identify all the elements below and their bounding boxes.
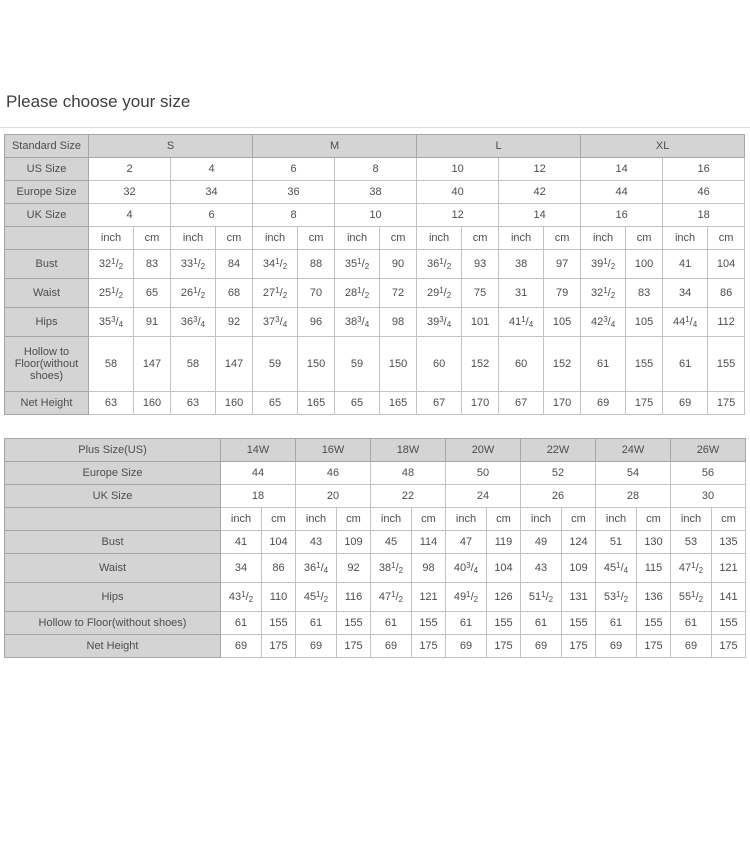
measure-row [5,531,746,554]
measure-cell: 104 [708,250,745,279]
unit-cell: inch [663,227,708,250]
unit-cell: inch [596,508,637,531]
size-cell: 42 [499,181,581,204]
size-cell: 2 [89,158,171,181]
unit-cell: inch [89,227,134,250]
unit-cell: cm [298,227,335,250]
measure-cell: 91 [134,308,171,337]
measure-cell: 39$^1$/2 [581,250,626,279]
measure-cell: 121 [712,554,746,583]
measure-cell: 59 [335,337,380,392]
size-cell: 30 [671,485,746,508]
size-cell: 54 [596,462,671,485]
measure-cell: 61 [446,612,487,635]
measure-cell: 175 [487,635,521,658]
measure-cell: 141 [712,583,746,612]
size-cell: 10 [335,204,417,227]
size-group-cell: 20W [446,439,521,462]
measure-cell: 41 [221,531,262,554]
measure-cell: 175 [562,635,596,658]
unit-cell: inch [296,508,337,531]
measure-cell: 61 [581,337,626,392]
measure-cell: 47$^1$/2 [671,554,712,583]
unit-cell: cm [626,227,663,250]
size-cell: 32 [89,181,171,204]
size-group-cell: 24W [596,439,671,462]
row-label-cell: Waist [5,554,221,583]
measure-cell: 49 [521,531,562,554]
standard-size-table [4,134,745,415]
measure-cell: 36$^3$/4 [171,308,216,337]
row-label-cell [5,508,221,531]
row-label-cell: UK Size [5,485,221,508]
size-cell: 38 [335,181,417,204]
measure-cell: 170 [544,392,581,415]
size-cell: 36 [253,181,335,204]
measure-cell: 104 [262,531,296,554]
measure-cell: 136 [637,583,671,612]
size-row [5,181,745,204]
page-title: Please choose your size [6,92,191,111]
measure-cell: 65 [253,392,298,415]
size-cell: 22 [371,485,446,508]
corner-cell: Standard Size [5,135,89,158]
measure-cell: 38 [499,250,544,279]
size-cell: 24 [446,485,521,508]
size-group-cell: S [89,135,253,158]
measure-cell: 67 [417,392,462,415]
unit-cell: cm [412,508,446,531]
measure-cell: 152 [462,337,499,392]
unit-cell: inch [371,508,412,531]
measure-cell: 69 [596,635,637,658]
measure-cell: 40$^3$/4 [446,554,487,583]
unit-cell: cm [262,508,296,531]
measure-cell: 47 [446,531,487,554]
unit-cell: inch [417,227,462,250]
group-header-row [5,135,745,158]
measure-cell: 53$^1$/2 [596,583,637,612]
measure-cell: 109 [562,554,596,583]
row-label-cell: Net Height [5,635,221,658]
measure-cell: 53 [671,531,712,554]
measure-cell: 43$^1$/2 [221,583,262,612]
measure-cell: 83 [626,279,663,308]
measure-cell: 155 [637,612,671,635]
measure-cell: 63 [171,392,216,415]
measure-cell: 175 [626,392,663,415]
measure-cell: 175 [637,635,671,658]
row-label-cell: Hollow to Floor(without shoes) [5,337,89,392]
row-label-cell: US Size [5,158,89,181]
size-cell: 4 [171,158,253,181]
measure-cell: 175 [712,635,746,658]
measure-cell: 93 [462,250,499,279]
size-cell: 52 [521,462,596,485]
row-label-cell: Hips [5,583,221,612]
measure-cell: 155 [712,612,746,635]
measure-cell: 92 [337,554,371,583]
row-label-cell: Bust [5,250,89,279]
measure-cell: 34 [221,554,262,583]
measure-cell: 150 [298,337,335,392]
size-cell: 28 [596,485,671,508]
size-cell: 12 [417,204,499,227]
measure-cell: 75 [462,279,499,308]
divider-line [0,127,750,128]
size-group-cell: 14W [221,439,296,462]
measure-cell: 104 [487,554,521,583]
measure-cell: 126 [487,583,521,612]
measure-cell: 101 [462,308,499,337]
measure-cell: 70 [298,279,335,308]
measure-cell: 90 [380,250,417,279]
measure-cell: 100 [626,250,663,279]
measure-cell: 39$^3$/4 [417,308,462,337]
unit-cell: cm [544,227,581,250]
measure-cell: 86 [708,279,745,308]
measure-cell: 36$^1$/4 [296,554,337,583]
measure-cell: 92 [216,308,253,337]
measure-cell: 98 [380,308,417,337]
measure-cell: 51 [596,531,637,554]
measure-cell: 88 [298,250,335,279]
row-label-cell [5,227,89,250]
measure-cell: 115 [637,554,671,583]
row-label-cell: Waist [5,279,89,308]
measure-cell: 175 [708,392,745,415]
measure-cell: 61 [521,612,562,635]
measure-cell: 155 [487,612,521,635]
measure-cell: 61 [663,337,708,392]
measure-cell: 25$^1$/2 [89,279,134,308]
size-cell: 56 [671,462,746,485]
measure-cell: 32$^1$/2 [581,279,626,308]
measure-cell: 41 [663,250,708,279]
measure-cell: 33$^1$/2 [171,250,216,279]
unit-cell: inch [335,227,380,250]
measure-cell: 45$^1$/2 [296,583,337,612]
measure-cell: 152 [544,337,581,392]
row-label-cell: Bust [5,531,221,554]
measure-cell: 58 [171,337,216,392]
measure-cell: 34 [663,279,708,308]
measure-cell: 131 [562,583,596,612]
size-cell: 18 [221,485,296,508]
unit-cell: cm [380,227,417,250]
measure-cell: 150 [380,337,417,392]
measure-cell: 72 [380,279,417,308]
measure-cell: 114 [412,531,446,554]
measure-cell: 35$^1$/2 [335,250,380,279]
measure-cell: 60 [499,337,544,392]
row-label-cell: Net Height [5,392,89,415]
unit-cell: cm [562,508,596,531]
measure-cell: 55$^1$/2 [671,583,712,612]
size-group-cell: 26W [671,439,746,462]
measure-cell: 61 [221,612,262,635]
measure-cell: 38$^1$/2 [371,554,412,583]
size-cell: 44 [581,181,663,204]
unit-cell: inch [499,227,544,250]
size-cell: 8 [335,158,417,181]
group-header-row [5,439,746,462]
size-cell: 46 [296,462,371,485]
measure-cell: 130 [637,531,671,554]
size-cell: 18 [663,204,745,227]
measure-cell: 155 [708,337,745,392]
measure-cell: 97 [544,250,581,279]
measure-cell: 69 [296,635,337,658]
size-cell: 6 [253,158,335,181]
measure-cell: 49$^1$/2 [446,583,487,612]
measure-cell: 69 [371,635,412,658]
unit-cell: inch [446,508,487,531]
measure-cell: 160 [216,392,253,415]
size-row [5,462,746,485]
measure-row [5,554,746,583]
unit-cell: cm [712,508,746,531]
measure-cell: 175 [262,635,296,658]
measure-cell: 155 [562,612,596,635]
measure-cell: 165 [380,392,417,415]
measure-cell: 61 [296,612,337,635]
measure-cell: 160 [134,392,171,415]
size-cell: 6 [171,204,253,227]
measure-cell: 47$^1$/2 [371,583,412,612]
measure-cell: 34$^1$/2 [253,250,298,279]
measure-cell: 110 [262,583,296,612]
measure-cell: 147 [134,337,171,392]
measure-cell: 119 [487,531,521,554]
measure-cell: 59 [253,337,298,392]
unit-cell: inch [671,508,712,531]
measure-cell: 84 [216,250,253,279]
size-group-cell: M [253,135,417,158]
size-row [5,204,745,227]
measure-row [5,583,746,612]
row-label-cell: Hips [5,308,89,337]
size-row [5,485,746,508]
measure-row [5,392,745,415]
measure-cell: 45 [371,531,412,554]
unit-cell: inch [171,227,216,250]
size-group-cell: XL [581,135,745,158]
measure-cell: 175 [412,635,446,658]
row-label-cell: Europe Size [5,181,89,204]
measure-row [5,308,745,337]
measure-cell: 155 [337,612,371,635]
measure-cell: 63 [89,392,134,415]
size-cell: 50 [446,462,521,485]
measure-cell: 175 [337,635,371,658]
measure-cell: 27$^1$/2 [253,279,298,308]
measure-cell: 109 [337,531,371,554]
measure-cell: 61 [671,612,712,635]
measure-cell: 38$^3$/4 [335,308,380,337]
measure-cell: 98 [412,554,446,583]
measure-cell: 65 [335,392,380,415]
measure-cell: 35$^3$/4 [89,308,134,337]
unit-cell: inch [581,227,626,250]
measure-cell: 65 [134,279,171,308]
measure-cell: 42$^3$/4 [581,308,626,337]
unit-cell: cm [462,227,499,250]
measure-cell: 96 [298,308,335,337]
measure-cell: 69 [581,392,626,415]
size-cell: 46 [663,181,745,204]
measure-cell: 69 [521,635,562,658]
size-cell: 40 [417,181,499,204]
size-cell: 10 [417,158,499,181]
measure-cell: 29$^1$/2 [417,279,462,308]
measure-cell: 51$^1$/2 [521,583,562,612]
measure-row [5,250,745,279]
unit-cell: cm [487,508,521,531]
measure-cell: 43 [521,554,562,583]
size-cell: 48 [371,462,446,485]
unit-cell: inch [221,508,262,531]
measure-cell: 135 [712,531,746,554]
unit-cell: cm [637,508,671,531]
measure-cell: 105 [544,308,581,337]
size-group-cell: 22W [521,439,596,462]
unit-cell: cm [134,227,171,250]
measure-cell: 32$^1$/2 [89,250,134,279]
size-cell: 26 [521,485,596,508]
corner-cell: Plus Size(US) [5,439,221,462]
size-cell: 16 [581,204,663,227]
measure-cell: 105 [626,308,663,337]
measure-cell: 83 [134,250,171,279]
size-group-cell: 18W [371,439,446,462]
measure-cell: 79 [544,279,581,308]
measure-cell: 67 [499,392,544,415]
measure-cell: 121 [412,583,446,612]
measure-cell: 41$^1$/4 [499,308,544,337]
size-group-cell: 16W [296,439,371,462]
measure-cell: 28$^1$/2 [335,279,380,308]
measure-cell: 147 [216,337,253,392]
measure-cell: 61 [371,612,412,635]
measure-cell: 45$^1$/4 [596,554,637,583]
measure-cell: 170 [462,392,499,415]
size-cell: 4 [89,204,171,227]
measure-cell: 86 [262,554,296,583]
size-cell: 34 [171,181,253,204]
size-cell: 44 [221,462,296,485]
measure-row [5,635,746,658]
size-cell: 20 [296,485,371,508]
measure-cell: 26$^1$/2 [171,279,216,308]
unit-cell: inch [253,227,298,250]
measure-cell: 69 [671,635,712,658]
size-cell: 16 [663,158,745,181]
measure-cell: 155 [412,612,446,635]
measure-cell: 69 [221,635,262,658]
row-label-cell: Europe Size [5,462,221,485]
measure-row [5,279,745,308]
measure-cell: 60 [417,337,462,392]
size-cell: 12 [499,158,581,181]
row-label-cell: Hollow to Floor(without shoes) [5,612,221,635]
size-cell: 14 [499,204,581,227]
measure-cell: 68 [216,279,253,308]
unit-row [5,508,746,531]
size-group-cell: L [417,135,581,158]
measure-cell: 155 [626,337,663,392]
unit-cell: cm [708,227,745,250]
unit-cell: cm [216,227,253,250]
measure-cell: 124 [562,531,596,554]
row-label-cell: UK Size [5,204,89,227]
measure-cell: 37$^3$/4 [253,308,298,337]
plus-size-table [4,438,746,658]
measure-row [5,337,745,392]
measure-cell: 61 [596,612,637,635]
measure-cell: 69 [663,392,708,415]
measure-row [5,612,746,635]
measure-cell: 112 [708,308,745,337]
measure-cell: 36$^1$/2 [417,250,462,279]
measure-cell: 165 [298,392,335,415]
measure-cell: 116 [337,583,371,612]
size-cell: 14 [581,158,663,181]
size-row [5,158,745,181]
unit-cell: cm [337,508,371,531]
measure-cell: 155 [262,612,296,635]
measure-cell: 69 [446,635,487,658]
measure-cell: 31 [499,279,544,308]
unit-cell: inch [521,508,562,531]
measure-cell: 44$^1$/4 [663,308,708,337]
measure-cell: 43 [296,531,337,554]
unit-row [5,227,745,250]
measure-cell: 58 [89,337,134,392]
size-cell: 8 [253,204,335,227]
